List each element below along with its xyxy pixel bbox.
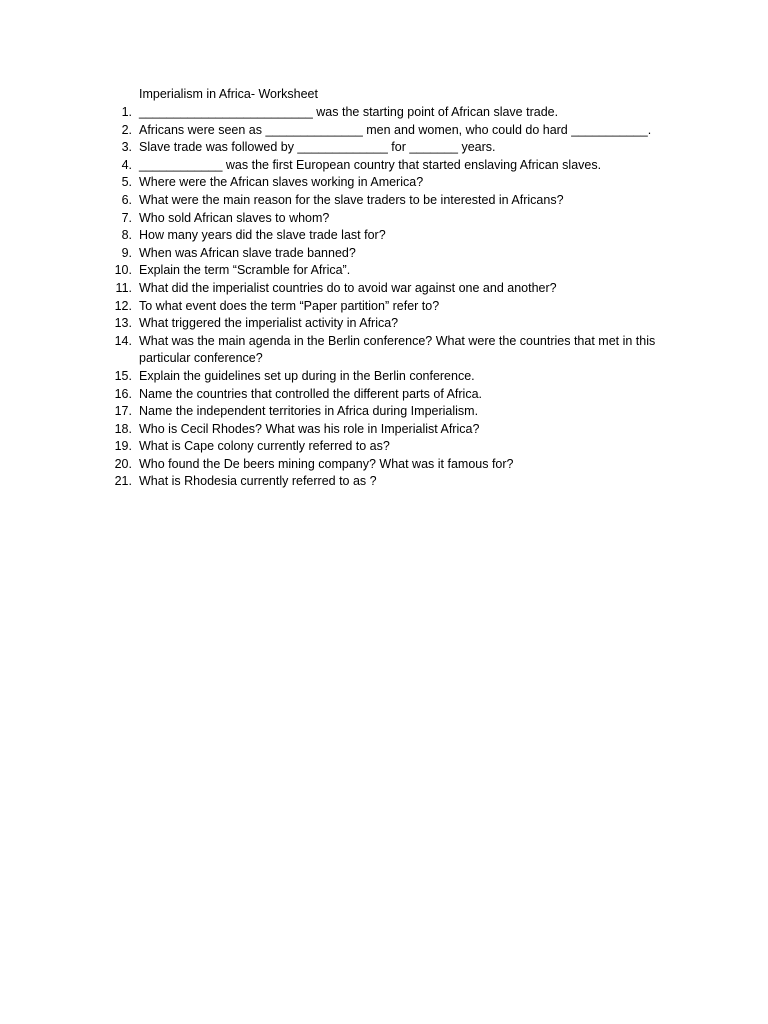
question-text: How many years did the slave trade last for?	[139, 228, 386, 243]
question-item	[0, 386, 679, 404]
question-text: To what event does the term “Paper partition” refer to?	[139, 298, 440, 313]
question-text: What was the main agenda in the Berlin conference? What were the countries that met in this particular conference?	[139, 333, 656, 366]
question-item	[0, 192, 679, 210]
question-text: Explain the guidelines set up during in the Berlin conference.	[139, 368, 475, 383]
question-number: 14.	[114, 333, 132, 348]
question-number: 7.	[121, 210, 132, 225]
question-item	[0, 421, 679, 439]
question-number: 19.	[114, 439, 132, 454]
question-text: _________________________ was the starting point of African slave trade.	[139, 105, 559, 119]
question-item	[0, 333, 679, 368]
question-number: 11.	[115, 280, 132, 295]
question-text: Who found the De beers mining company? What was it famous for?	[139, 456, 514, 471]
question-text: Name the independent territories in Africa during Imperialism.	[139, 404, 479, 419]
question-number: 1.	[121, 105, 132, 119]
question-item	[0, 104, 679, 122]
question-item	[0, 473, 679, 491]
worksheet-title: Imperialism in Africa- Worksheet	[139, 87, 318, 101]
question-number: 12.	[114, 298, 132, 313]
question-text: What were the main reason for the slave traders to be interested in Africans?	[139, 192, 564, 207]
question-text: Where were the African slaves working in America?	[139, 175, 424, 190]
question-item	[0, 262, 679, 280]
question-number: 10.	[114, 263, 132, 278]
question-item	[0, 315, 679, 333]
question-item	[0, 174, 679, 192]
question-text: Africans were seen as ______________ men and women, who could do hard ___________.	[139, 122, 652, 137]
question-item	[0, 245, 679, 263]
question-text: Who sold African slaves to whom?	[139, 210, 330, 225]
question-text: What triggered the imperialist activity in Africa?	[139, 316, 399, 331]
question-item	[0, 122, 679, 140]
question-number: 4.	[121, 157, 132, 172]
question-item	[0, 456, 679, 474]
question-number: 15.	[114, 368, 132, 383]
question-text: Slave trade was followed by _____________ for _______ years.	[139, 140, 496, 155]
question-number: 8.	[121, 228, 132, 243]
question-number: 18.	[114, 421, 132, 436]
question-text: Who is Cecil Rhodes? What was his role in Imperialist Africa?	[139, 421, 480, 436]
question-number: 13.	[114, 316, 132, 331]
question-number: 2.	[121, 122, 132, 137]
question-item	[0, 438, 679, 456]
question-item	[0, 157, 679, 175]
question-text: What did the imperialist countries do to avoid war against one and another?	[139, 280, 557, 295]
question-number: 5.	[121, 175, 132, 190]
question-text: Explain the term “Scramble for Africa”.	[139, 263, 351, 278]
question-number: 6.	[121, 192, 132, 207]
question-number: 17.	[114, 404, 132, 419]
question-item	[0, 139, 679, 157]
question-text: Name the countries that controlled the different parts of Africa.	[139, 386, 483, 401]
question-list	[0, 104, 768, 491]
question-text: When was African slave trade banned?	[139, 245, 356, 260]
question-item	[0, 280, 679, 298]
question-item	[0, 227, 679, 245]
question-text: What is Rhodesia currently referred to as ?	[139, 474, 377, 489]
question-item	[0, 368, 679, 386]
question-number: 16.	[114, 386, 132, 401]
question-number: 3.	[121, 140, 132, 155]
question-item	[0, 298, 679, 316]
question-number: 21.	[114, 474, 132, 489]
question-text: ____________ was the first European country that started enslaving African slaves.	[139, 157, 602, 172]
question-number: 20.	[114, 456, 132, 471]
question-item	[0, 210, 679, 228]
question-text: What is Cape colony currently referred to as?	[139, 439, 390, 454]
question-number: 9.	[121, 245, 132, 260]
question-item	[0, 403, 679, 421]
